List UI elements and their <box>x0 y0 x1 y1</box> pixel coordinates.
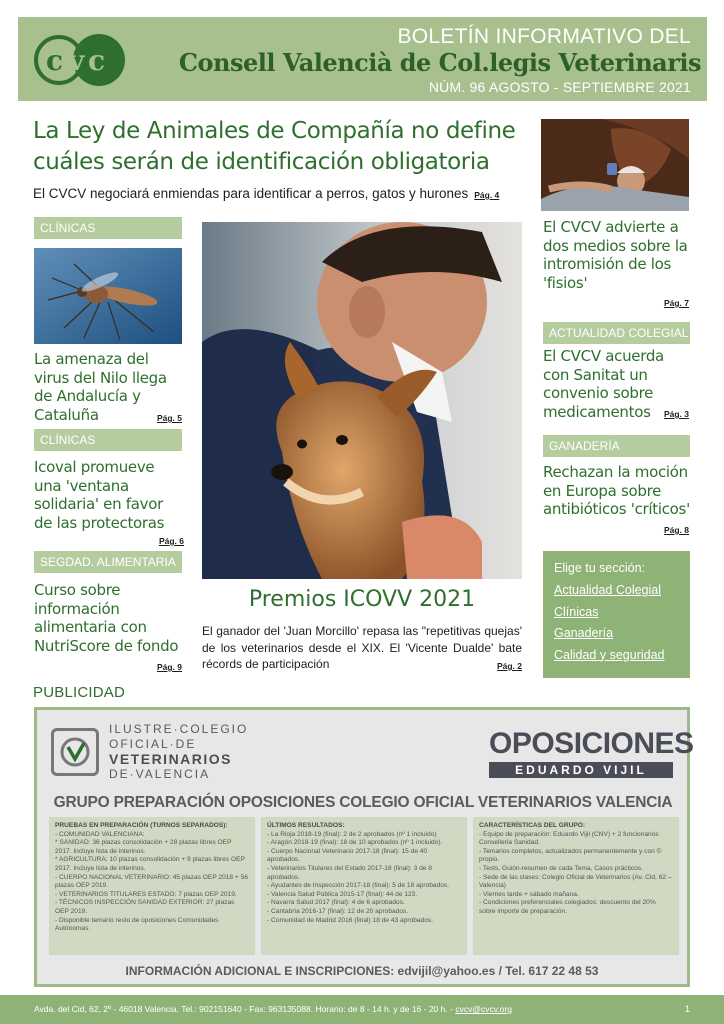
story-fisios-title: El CVCV advierte a dos medios sobre la intromisión de los 'fisios' <box>543 218 688 292</box>
premios-summary <box>202 623 522 675</box>
list-item: - La Rioja 2018-19 (final): 2 de 2 aprobados (nº 1 incluido) <box>267 830 437 838</box>
oposiciones-author: EDUARDO VIJIL <box>489 762 673 778</box>
list-item: - Aragón 2018-19 (final): 18 de 10 aprobados (nº 1 incluido). <box>267 839 443 847</box>
ad-panel-resultados <box>261 817 467 955</box>
list-item: - CUERPO NACIONAL VETERINARIO: 45 plazas OEP 2018 + 56 plazas OEP 2019. <box>55 873 248 890</box>
section-link-actualidad-colegial[interactable]: Actualidad Colegial <box>554 583 662 597</box>
footer-email-link[interactable]: cvcv@cvcv.org <box>455 1004 512 1014</box>
story-icoval-title: Icoval promueve una 'ventana solidaria' en favor de las protectoras <box>34 458 165 532</box>
lead-headline[interactable]: La Ley de Animales de Compañía no define cuáles serán de identificación obligatoria <box>33 118 516 175</box>
story-west-nile-page[interactable]: Pág. 5 <box>156 413 182 423</box>
section-selector-title: Elige tu sección: <box>554 561 646 575</box>
lead-page-link[interactable]: Pág. 4 <box>474 190 500 200</box>
oposiciones-wordmark: OPOSICIONES <box>489 727 694 760</box>
section-selector <box>543 551 690 678</box>
ad-panel-pruebas-title: PRUEBAS EN PREPARACIÓN (TURNOS SEPARADOS): <box>55 822 228 829</box>
bulletin-kicker: BOLETÍN INFORMATIVO DEL <box>397 25 691 48</box>
story-sanitat-page[interactable]: Pág. 3 <box>663 409 689 419</box>
premios-summary-text: El ganador del 'Juan Morcillo' repasa las "repetitivas quejas' de los veterinarios desde el XIX. El 'Vicente Dualde' bate récords de participación <box>202 624 522 671</box>
section-link-ganaderia[interactable]: Ganadería <box>554 626 614 640</box>
list-item: - Temarios completos, actualizados permanentemente y con © propio. <box>479 847 662 864</box>
story-nutriscore-page[interactable]: Pág. 9 <box>156 662 182 672</box>
list-item: - Valencia Salud Pública 2015-17 (final): 44 de 123. <box>267 890 418 898</box>
college-line-4: DE·VALENCIA <box>109 767 211 781</box>
masthead <box>18 17 707 101</box>
college-line-1: ILUSTRE·COLEGIO <box>109 722 249 736</box>
story-nutriscore-page-row <box>34 660 182 672</box>
cvcv-logo <box>32 33 128 87</box>
story-icoval[interactable] <box>34 458 182 532</box>
list-item: - Veterinarios Titulares del Estado 2017-18 (final): 3 de 8 aprobados. <box>267 864 432 881</box>
lead-subtitle-text: El CVCV negociará enmiendas para identificar a perros, gatos y hurones <box>33 186 469 201</box>
section-tag-ganaderia: GANADERÍA <box>543 435 690 457</box>
story-icoval-page[interactable]: Pág. 6 <box>158 536 184 546</box>
college-line-2: OFICIAL·DE <box>109 737 197 751</box>
mosquito-photo <box>34 248 182 344</box>
story-nutriscore-title: Curso sobre información alimentaria con NutriScore de fondo <box>34 581 179 655</box>
svg-text:c: c <box>88 44 106 77</box>
college-line-3: VETERINARIOS <box>109 751 233 767</box>
list-item: - Tests, Guión-resumen de cada Tema, Casos prácticos. <box>479 864 643 872</box>
story-antibioticos-title: Rechazan la moción en Europa sobre antibióticos 'críticos' <box>543 463 690 518</box>
story-antibioticos[interactable] <box>543 463 691 519</box>
lead-subtitle <box>33 186 533 201</box>
list-item: - Equipo de preparación: Eduardo Vijil (CNV) + 2 funcionarios Conselleria Sanidad. <box>479 830 659 847</box>
list-item: - Sede de las clases: Colegio Oficial de Veterinarios (Av. Cid, 62 – Valencia) <box>479 873 672 890</box>
story-west-nile-title: La amenaza del virus del Nilo llega de Andalucía y Cataluña <box>34 350 167 424</box>
list-item: - Cantabria 2016-17 (final): 12 de 20 aprobados. <box>267 907 409 915</box>
list-item: - Cuerpo Nacional Veterinario 2017-18 (final): 15 de 40 aprobados. <box>267 847 428 864</box>
list-item: - Viernes tarde + sábado mañana. <box>479 890 579 898</box>
story-antibioticos-page[interactable]: Pág. 8 <box>663 525 689 535</box>
premios-page-link[interactable]: Pág. 2 <box>496 661 522 671</box>
ad-panel-resultados-title: ÚLTIMOS RESULTADOS: <box>267 822 345 829</box>
story-fisios-page-row <box>543 296 689 308</box>
oposiciones-brand <box>489 727 694 777</box>
story-icoval-page-row <box>34 534 184 546</box>
ad-panel-caracteristicas <box>473 817 679 955</box>
list-item: - Comunidad de Madrid 2016 (final) 18 de 43 aprobados. <box>267 916 434 924</box>
page-number: 1 <box>684 1004 690 1014</box>
svg-text:v: v <box>68 44 85 77</box>
publication-title: Consell Valencià de Col.legis Veterinaris <box>178 48 701 77</box>
list-item: - Navarra Salud 2017 (final): 4 de 6 aprobados. <box>267 899 405 907</box>
horse-physio-photo <box>541 119 689 211</box>
story-fisios-page[interactable]: Pág. 7 <box>663 298 689 308</box>
issue-number: NÚM. 96 AGOSTO - SEPTIEMBRE 2021 <box>428 79 691 95</box>
section-tag-clinicas-2: CLÍNICAS <box>34 429 182 451</box>
story-sanitat-page-row <box>543 407 689 419</box>
ad-panels <box>49 817 679 955</box>
list-item: - VETERINARIOS TITULARES ESTADO: 7 plazas OEP 2019. <box>55 890 237 898</box>
story-antibioticos-page-row <box>543 523 689 535</box>
section-link-clinicas[interactable]: Clínicas <box>554 604 599 619</box>
premios-headline[interactable]: Premios ICOVV 2021 <box>248 587 476 612</box>
story-fisios[interactable] <box>543 218 691 292</box>
section-tag-seguridad-alimentaria: SEGDAD. ALIMENTARIA <box>34 551 182 573</box>
college-name <box>109 722 248 782</box>
story-sanitat-title: El CVCV acuerda con Sanitat un convenio sobre medicamentos <box>543 347 664 421</box>
list-item: - Disponible temario resto de oposiciones Comunidades Autónomas. <box>55 916 219 933</box>
footer-address: Avda. del Cid, 62, 2º - 46018 Valencia. Tel.: 902151640 - Fax: 963135088. Horario: de 8 - 14 h. y de 16 - 20 h. - <box>34 1004 453 1014</box>
list-item: - TÉCNICOS INSPECCIÓN SANIDAD EXTERIOR: 27 plazas OEP 2019. <box>55 899 235 915</box>
advertisement-oposiciones[interactable] <box>34 707 694 987</box>
ad-panel-caracteristicas-title: CARACTERÍSTICAS DEL GRUPO: <box>479 822 586 829</box>
list-item: - Ayudantes de Inspección 2017-18 (final): 5 de 18 aprobados. <box>267 882 450 890</box>
college-logo-icon <box>51 728 99 776</box>
svg-text:c: c <box>46 44 64 77</box>
list-item: - COMUNIDAD VALENCIANA: <box>55 830 145 838</box>
story-nutriscore[interactable] <box>34 581 182 655</box>
section-tag-clinicas: CLÍNICAS <box>34 217 182 239</box>
page-footer <box>0 995 724 1024</box>
list-item: - Condiciones preferenciales colegiados: descuento del 20% sobre importe de preparación. <box>479 899 656 915</box>
section-tag-actualidad-colegial: ACTUALIDAD COLEGIAL <box>543 322 690 344</box>
section-link-calidad-seguridad[interactable]: Calidad y seguridad <box>554 647 665 662</box>
advertising-label: PUBLICIDAD <box>33 684 126 701</box>
ad-headline: GRUPO PREPARACIÓN OPOSICIONES COLEGIO OFICIAL VETERINARIOS VALENCIA <box>53 794 673 811</box>
vet-hugging-dog-photo <box>202 222 522 579</box>
list-item: * AGRICULTURA: 10 plazas consolidación + 9 plazas libres OEP 2017. Incluye lista de interinos. <box>55 856 245 872</box>
story-west-nile-page-row <box>34 411 182 423</box>
ad-panel-pruebas <box>49 817 255 955</box>
list-item: * SANIDAD: 36 plazas consolidación + 28 plazas libres OEP 2017. Incluye lista de interinos. <box>55 839 232 855</box>
ad-contact-info[interactable]: INFORMACIÓN ADICIONAL E INSCRIPCIONES: edvijil@yahoo.es / Tel. 617 22 48 53 <box>125 964 599 978</box>
